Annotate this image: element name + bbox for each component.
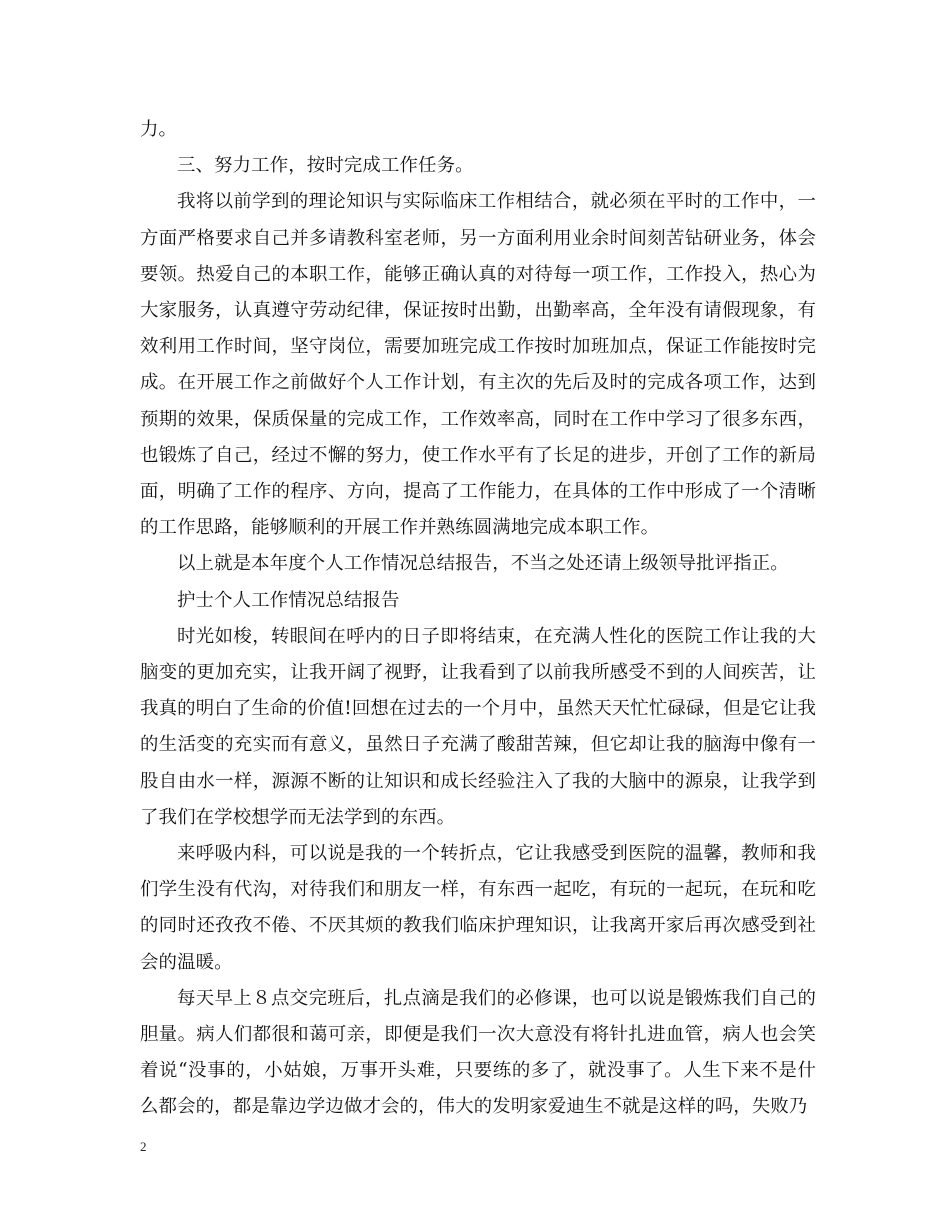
report-title: 护士个人工作情况总结报告: [177, 589, 400, 611]
document-body: [140, 112, 816, 1126]
paragraph-4: 以上就是本年度个人工作情况总结报告，不当之处还请上级领导批评指正。: [177, 553, 789, 575]
paragraph-6: 时光如梭，转眼间在呼内的日子即将结束，在充满人性化的医院工作让我的大脑变的更加充实，让我开阔了视野，让我看到了以前我所感受不到的人间疾苦，让我真的明白了生命的价值!回想在过去的一个月中，虽然天天忙忙碌碌，但是它让我的生活变的充实而有意义，虽然日子充满了酸甜苦辣，但它却让我的脑海中像有一股自由水一样，源源不断的让知识和成长经验注入了我的大脑中的源泉，让我学到了我们在学校想学而无法学到的东西。: [140, 625, 816, 828]
paragraph-8: 每天早上８点交完班后，扎点滴是我们的必修课，也可以说是锻炼我们自己的胆量。病人们都很和蔼可亲，即便是我们一次大意没有将针扎进血管，病人也会笑着说“没事的，小姑娘，万事开头难，只要练的多了，就没事了。人生下来不是什么都会的，都是靠边学边做才会的，伟大的发明家爱迪生不就是这样的吗，失败乃: [140, 987, 816, 1118]
section-heading-3: 三、努力工作，按时完成工作任务。: [177, 155, 474, 177]
paragraph-3: 我将以前学到的理论知识与实际临床工作相结合，就必须在平时的工作中，一方面严格要求自己并多请教科室老师，另一方面利用业余时间刻苦钻研业务，体会要领。热爱自己的本职工作，能够正确认真的对待每一项工作，工作投入，热心为大家服务，认真遵守劳动纪律，保证按时出勤，出勤率高，全年没有请假现象，有效利用工作时间，坚守岗位，需要加班完成工作按时加班加点，保证工作能按时完成。在开展工作之前做好个人工作计划，有主次的先后及时的完成各项工作，达到预期的效果，保质保量的完成工作，工作效率高，同时在工作中学习了很多东西，也锻炼了自己，经过不懈的努力，使工作水平有了长足的进步，开创了工作的新局面，明确了工作的程序、方向，提高了工作能力，在具体的工作中形成了一个清晰的工作思路，能够顺利的开展工作并熟练圆满地完成本职工作。: [140, 191, 816, 539]
page-number: 2: [140, 1139, 147, 1154]
paragraph-7: 来呼吸内科，可以说是我的一个转折点，它让我感受到医院的温馨，教师和我们学生没有代沟，对待我们和朋友一样，有东西一起吃，有玩的一起玩，在玩和吃的同时还孜孜不倦、不厌其烦的教我们临床护理知识，让我离开家后再次感受到社会的温暖。: [140, 843, 816, 973]
paragraph-1: 力。: [140, 119, 178, 140]
